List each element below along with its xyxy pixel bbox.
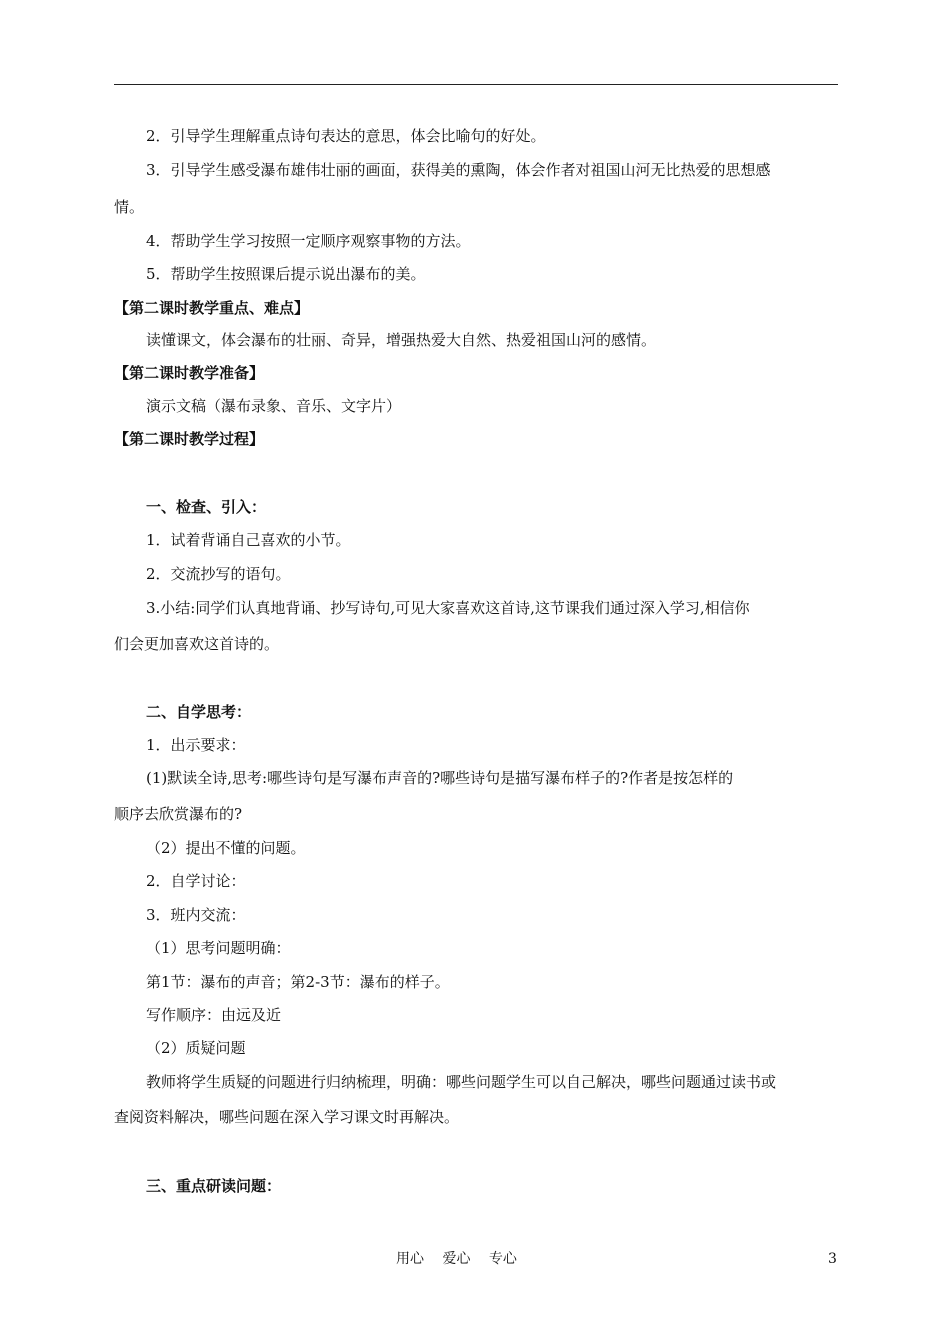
text-line: 2．引导学生理解重点诗句表达的意思，体会比喻句的好处。 bbox=[146, 127, 546, 145]
text-line: 演示文稿（瀑布录象、音乐、文字片） bbox=[146, 397, 402, 415]
text-line: 情。 bbox=[114, 198, 145, 216]
text-line: 们会更加喜欢这首诗的。 bbox=[114, 635, 280, 653]
section-heading: 【第二课时教学准备】 bbox=[114, 364, 265, 382]
subsection-heading: 二、自学思考： bbox=[146, 703, 252, 721]
section-heading: 【第二课时教学过程】 bbox=[114, 430, 265, 448]
text-line: （1）思考问题明确： bbox=[146, 939, 291, 957]
text-line: 4．帮助学生学习按照一定顺序观察事物的方法。 bbox=[146, 232, 471, 250]
text-line: 2．自学讨论： bbox=[146, 872, 246, 890]
text-line: 教师将学生质疑的问题进行归纳梳理，明确：哪些问题学生可以自己解决，哪些问题通过读书或 bbox=[146, 1073, 777, 1091]
text-line: 1．试着背诵自己喜欢的小节。 bbox=[146, 531, 351, 549]
text-line: 2．交流抄写的语句。 bbox=[146, 565, 291, 583]
text-line: 3．班内交流： bbox=[146, 906, 246, 924]
text-line: 3.小结:同学们认真地背诵、抄写诗句,可见大家喜欢这首诗,这节课我们通过深入学习,相信你 bbox=[146, 599, 750, 617]
text-line: 读懂课文，体会瀑布的壮丽、奇异，增强热爱大自然、热爱祖国山河的感情。 bbox=[146, 331, 657, 349]
text-line: (1)默读全诗,思考:哪些诗句是写瀑布声音的?哪些诗句是描写瀑布样子的?作者是按怎样的 bbox=[146, 769, 734, 787]
text-line: 顺序去欣赏瀑布的? bbox=[114, 805, 243, 823]
text-line: 3．引导学生感受瀑布雄伟壮丽的画面，获得美的熏陶，体会作者对祖国山河无比热爱的思想感 bbox=[146, 161, 771, 179]
subsection-heading: 三、重点研读问题： bbox=[146, 1177, 282, 1195]
text-line: 第1节：瀑布的声音；第2-3节：瀑布的样子。 bbox=[146, 973, 450, 991]
footer-motto: 用心 爱心 专心 bbox=[396, 1251, 517, 1267]
text-line: 5．帮助学生按照课后提示说出瀑布的美。 bbox=[146, 265, 426, 283]
text-line: 写作顺序：由远及近 bbox=[146, 1006, 282, 1024]
subsection-heading: 一、检查、引入： bbox=[146, 498, 267, 516]
text-line: （2）提出不懂的问题。 bbox=[146, 839, 306, 857]
text-line: 查阅资料解决，哪些问题在深入学习课文时再解决。 bbox=[114, 1108, 460, 1126]
text-line: （2）质疑问题 bbox=[146, 1039, 246, 1057]
page-number: 3 bbox=[828, 1251, 837, 1267]
header-rule bbox=[114, 84, 838, 85]
text-line: 1．出示要求： bbox=[146, 736, 246, 754]
section-heading: 【第二课时教学重点、难点】 bbox=[114, 299, 310, 317]
